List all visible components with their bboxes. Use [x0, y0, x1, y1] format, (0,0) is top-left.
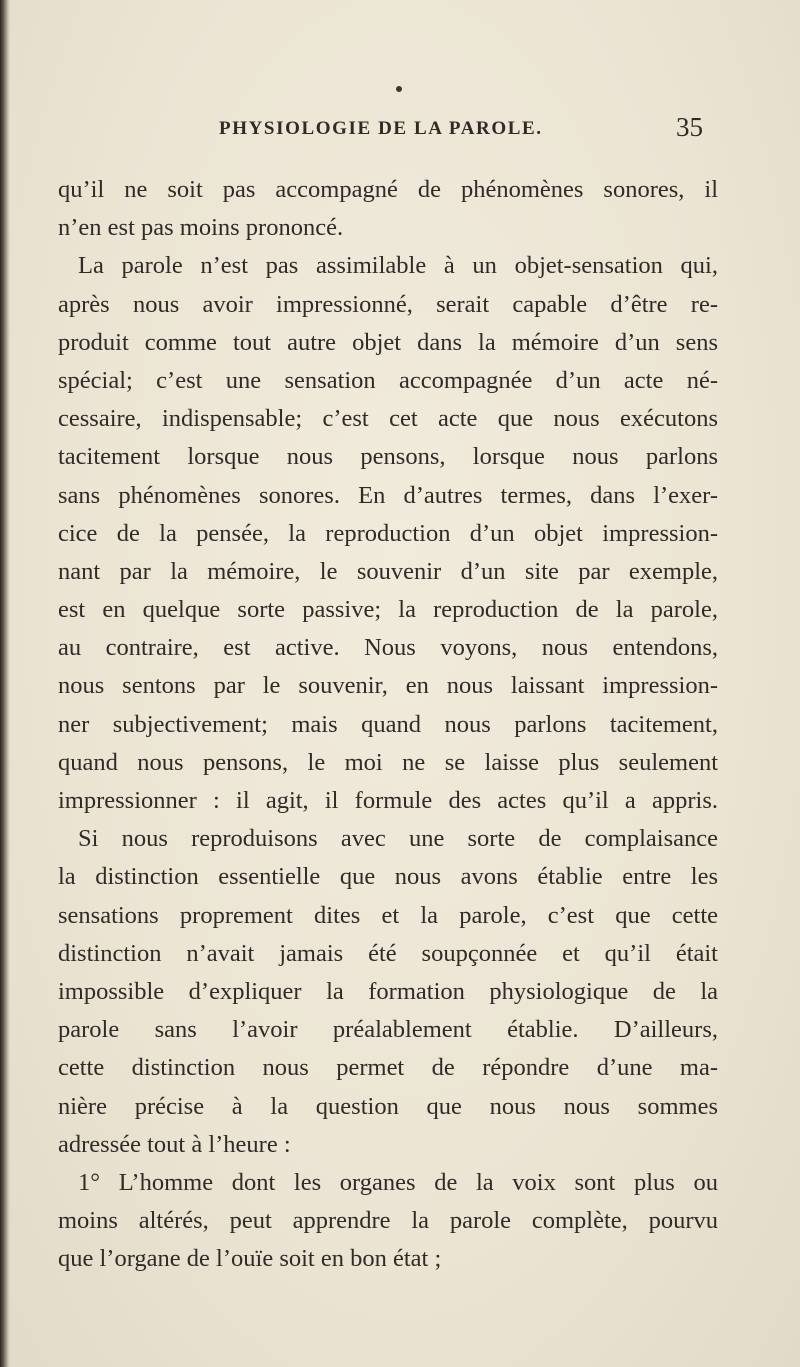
text-line: au contraire, est active. Nous voyons, nous entendons,: [58, 634, 718, 662]
text-line: impressionner : il agit, il formule des actes qu’il a appris.: [58, 787, 718, 814]
running-head: PHYSIOLOGIE DE LA PAROLE.: [219, 118, 543, 139]
text-line: que l’organe de l’ouïe soit en bon état ;: [58, 1245, 442, 1273]
text-line: nière précise à la question que nous nous sommes: [58, 1092, 718, 1120]
text-line: qu’il ne soit pas accompagné de phénomènes sonores, il: [58, 176, 718, 203]
text-line: la distinction essentielle que nous avons établie entre les: [58, 863, 718, 891]
page-number: 35: [676, 112, 703, 142]
text-line: n’en est pas moins prononcé.: [58, 214, 344, 242]
text-line: sans phénomènes sonores. En d’autres termes, dans l’exer-: [58, 481, 718, 509]
text-line: est en quelque sorte passive; la reproduction de la parole,: [58, 596, 718, 624]
paragraph-start-line: La parole n’est pas assimilable à un objet-sensation qui,: [78, 252, 718, 280]
binding-shadow: [0, 0, 10, 1367]
text-line: distinction n’avait jamais été soupçonnée et qu’il était: [58, 939, 718, 967]
text-body: [58, 171, 718, 1278]
printer-mark: [396, 86, 402, 92]
text-line: parole sans l’avoir préalablement établie. D’ailleurs,: [58, 1016, 718, 1044]
text-line: nous sentons par le souvenir, en nous laissant impression-: [58, 672, 718, 700]
text-line: spécial; c’est une sensation accompagnée d’un acte né-: [58, 366, 718, 394]
text-line: impossible d’expliquer la formation physiologique de la: [58, 977, 718, 1005]
text-line: adressée tout à l’heure :: [58, 1130, 291, 1158]
text-line: cice de la pensée, la reproduction d’un objet impression-: [58, 519, 718, 547]
text-line: après nous avoir impressionné, serait capable d’être re-: [58, 290, 718, 318]
text-line: sensations proprement dites et la parole, c’est que cette: [58, 901, 718, 929]
text-line: moins altérés, peut apprendre la parole complète, pourvu: [58, 1207, 718, 1235]
text-line: tacitement lorsque nous pensons, lorsque nous parlons: [58, 443, 718, 471]
text-line: cette distinction nous permet de répondre d’une ma-: [58, 1054, 718, 1082]
text-line: produit comme tout autre objet dans la mémoire d’un sens: [58, 328, 718, 356]
text-line: cessaire, indispensable; c’est cet acte que nous exécutons: [58, 405, 718, 433]
text-line: quand nous pensons, le moi ne se laisse plus seulement: [58, 748, 718, 776]
text-line: ner subjectivement; mais quand nous parlons tacitement,: [58, 710, 718, 738]
paragraph-start-line: 1° L’homme dont les organes de la voix sont plus ou: [78, 1168, 718, 1196]
text-line: nant par la mémoire, le souvenir d’un site par exemple,: [58, 557, 718, 585]
paragraph-start-line: Si nous reproduisons avec une sorte de complaisance: [78, 825, 718, 853]
